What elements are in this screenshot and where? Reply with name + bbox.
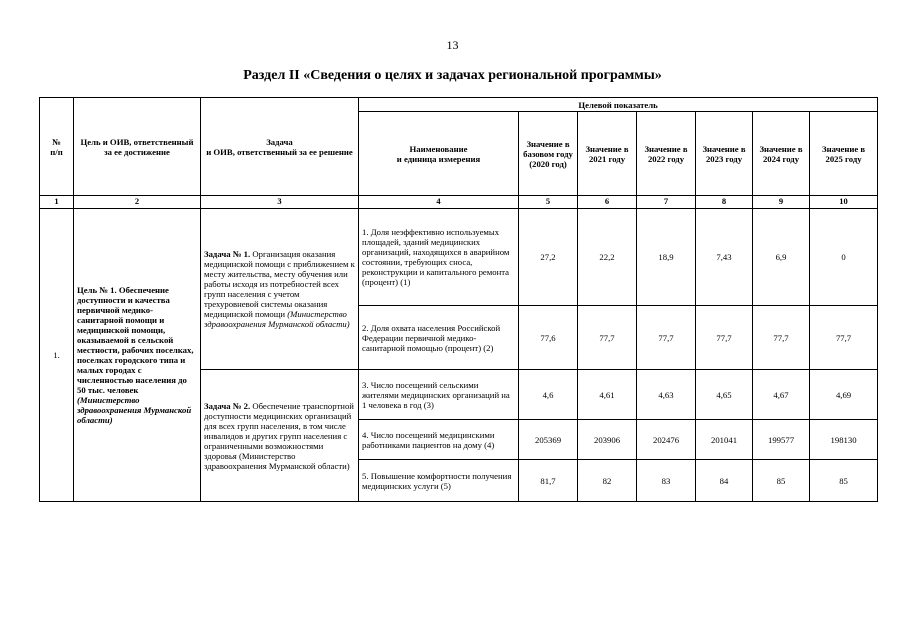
indicator-value: 4,65 <box>696 370 753 420</box>
section-title: Раздел II «Сведения о целях и задачах региональной программы» <box>243 68 662 83</box>
header-num: № п/п <box>40 98 74 196</box>
task-2-text: Обеспечение транспортной доступности медицинских организаций для всех групп населения, в том числе инвалидов и других групп населения с ограниченными возможностями здоровья (Министерство здравоохранения Мурманской области) <box>204 400 354 471</box>
indicator-value: 77,7 <box>637 306 696 370</box>
column-number: 6 <box>578 196 637 209</box>
task-1-org: (Министерство здравоохранения Мурманской области) <box>204 309 350 329</box>
header-2021: Значение в 2021 году <box>578 112 637 196</box>
indicator-value: 203906 <box>578 420 637 460</box>
indicator-value: 4,67 <box>753 370 810 420</box>
task-2-title: Задача № 2. <box>204 400 251 411</box>
indicator-value: 81,7 <box>519 460 578 502</box>
column-number: 4 <box>359 196 519 209</box>
column-number: 7 <box>637 196 696 209</box>
indicator-value: 84 <box>696 460 753 502</box>
indicator-name: 5. Повышение комфортности получения медицинских услуги (5) <box>359 460 519 502</box>
goal-org: (Министерство здравоохранения Мурманской области) <box>77 395 192 425</box>
task-1-title: Задача № 1. <box>204 249 251 259</box>
header-2022: Значение в 2022 году <box>637 112 696 196</box>
indicator-value: 4,61 <box>578 370 637 420</box>
indicator-value: 22,2 <box>578 209 637 306</box>
column-number: 3 <box>201 196 359 209</box>
task-2-cell <box>201 370 359 502</box>
page-number: 13 <box>446 38 459 52</box>
goal-text: Цель № 1. Обеспечение доступности и качества первичной медико-санитарной помощи и медицинской помощи, оказываемой в сельской местности, рабочих поселках, поселках городского типа и малых городах с численностью населения до 50 тыс. человек <box>77 285 194 395</box>
goal-cell <box>74 209 201 502</box>
indicator-value: 7,43 <box>696 209 753 306</box>
indicator-value: 4,6 <box>519 370 578 420</box>
indicator-value: 0 <box>810 209 878 306</box>
header-target: Целевой показатель <box>359 98 878 112</box>
column-number: 8 <box>696 196 753 209</box>
header-indicator-name: Наименование и единица измерения <box>359 112 519 196</box>
indicator-value: 77,7 <box>578 306 637 370</box>
header-base-year: Значение в базовом году (2020 год) <box>519 112 578 196</box>
header-goal: Цель и ОИВ, ответственный за ее достижение <box>74 98 201 196</box>
indicator-value: 77,6 <box>519 306 578 370</box>
indicator-value: 205369 <box>519 420 578 460</box>
indicator-value: 199577 <box>753 420 810 460</box>
column-number: 5 <box>519 196 578 209</box>
header-2024: Значение в 2024 году <box>753 112 810 196</box>
indicator-name: 3. Число посещений сельскими жителями медицинских организаций на 1 человека в год (3) <box>359 370 519 420</box>
indicator-value: 82 <box>578 460 637 502</box>
indicator-value: 202476 <box>637 420 696 460</box>
indicator-value: 77,7 <box>696 306 753 370</box>
header-task: Задача и ОИВ, ответственный за ее решение <box>201 98 359 196</box>
column-number: 9 <box>753 196 810 209</box>
indicator-name: 1. Доля неэффективно используемых площадей, зданий медицинских организаций, находящихся в аварийном состоянии, требующих сноса, реконструкции и капитального ремонта (процент) (1) <box>359 209 519 306</box>
indicator-value: 18,9 <box>637 209 696 306</box>
indicator-value: 27,2 <box>519 209 578 306</box>
indicator-value: 201041 <box>696 420 753 460</box>
indicator-value: 6,9 <box>753 209 810 306</box>
column-number: 2 <box>74 196 201 209</box>
header-2023: Значение в 2023 году <box>696 112 753 196</box>
indicator-value: 85 <box>810 460 878 502</box>
task-1-cell <box>201 209 359 370</box>
indicator-value: 77,7 <box>753 306 810 370</box>
indicator-name: 2. Доля охвата населения Российской Федерации первичной медико-санитарной помощью (процент) (2) <box>359 306 519 370</box>
column-numbers-row <box>40 196 878 209</box>
indicator-name: 4. Число посещений медицинскими работниками пациентов на дому (4) <box>359 420 519 460</box>
goals-table <box>39 97 878 502</box>
indicator-value: 77,7 <box>810 306 878 370</box>
row-number: 1. <box>40 209 74 502</box>
indicator-value: 4,69 <box>810 370 878 420</box>
column-number: 1 <box>40 196 74 209</box>
indicator-value: 4,63 <box>637 370 696 420</box>
indicator-value: 83 <box>637 460 696 502</box>
indicator-value: 198130 <box>810 420 878 460</box>
header-2025: Значение в 2025 году <box>810 112 878 196</box>
column-number: 10 <box>810 196 878 209</box>
indicator-value: 85 <box>753 460 810 502</box>
task-1-text: Организация оказания медицинской помощи с приближением к месту жительства, месту обучения или работы исходя из потребностей всех групп населения с учетом трехуровневой системы оказания медицинской помощи <box>204 249 355 319</box>
table-row <box>40 209 878 306</box>
